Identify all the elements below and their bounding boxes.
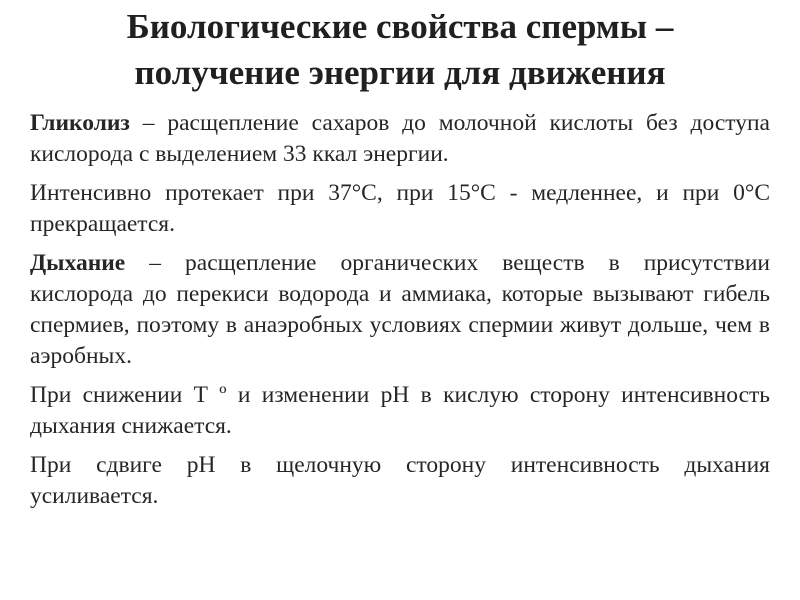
term-glycolysis: Гликолиз <box>30 110 130 136</box>
paragraph-glycolysis <box>30 108 770 170</box>
slide-title-line-1: Биологические свойства спермы – <box>126 7 674 46</box>
paragraph-alkaline-ph-text: При сдвиге рН в щелочную сторону интенсивность дыхания усиливается. <box>30 452 770 509</box>
slide-title <box>0 4 800 96</box>
paragraph-acidic-ph <box>30 380 770 442</box>
paragraph-temperature <box>30 178 770 240</box>
paragraph-alkaline-ph <box>30 450 770 512</box>
paragraph-respiration-text: – расщепление органических веществ в присутствии кислорода до перекиси водорода и аммиака, которые вызывают гибель спермиев, поэтому в анаэробных условиях спермии живут дольше, чем в аэробных. <box>30 250 770 369</box>
paragraph-temperature-text: Интенсивно протекает при 37°С, при 15°С - медленнее, и при 0°С прекращается. <box>30 180 770 237</box>
slide-title-line-2: получение энергии для движения <box>134 53 666 92</box>
paragraph-respiration <box>30 248 770 372</box>
slide-body <box>30 108 770 520</box>
term-respiration: Дыхание <box>30 250 126 276</box>
paragraph-acidic-ph-text: При снижении Т º и изменении рН в кислую сторону интенсивность дыхания снижается. <box>30 382 770 439</box>
paragraph-glycolysis-text: – расщепление сахаров до молочной кислоты без доступа кислорода с выделением 33 ккал энергии. <box>30 110 770 167</box>
